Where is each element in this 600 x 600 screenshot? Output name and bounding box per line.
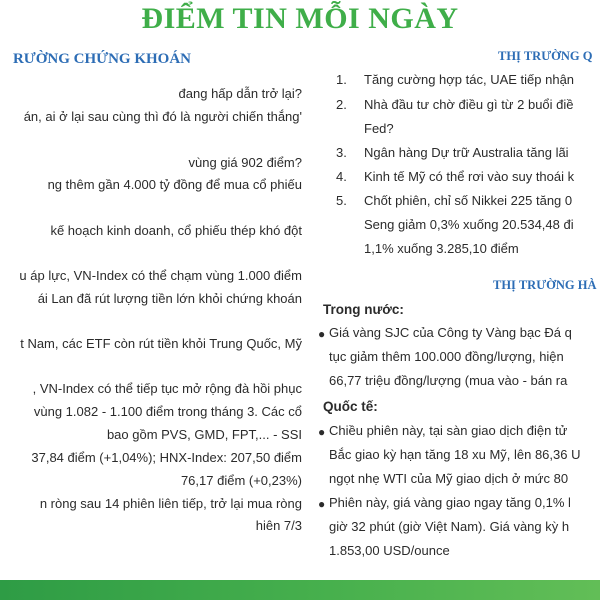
- gold-news-line: Phiên này, giá vàng giao ngay tăng 0,1% l: [329, 495, 571, 510]
- bullet-icon: ●: [318, 497, 326, 511]
- footer-bar: [0, 580, 600, 600]
- gold-news-line: 66,77 triệu đồng/lượng (mua vào - bán ra: [329, 373, 568, 388]
- gold-news-line: Giá vàng SJC của Công ty Vàng bạc Đá q: [329, 325, 572, 340]
- world-news-line: Nhà đầu tư chờ điều gì từ 2 buổi điề: [364, 97, 574, 112]
- stock-news-line: , VN-Index có thể tiếp tục mở rộng đà hồi phục: [32, 381, 302, 396]
- world-news-number: 2.: [336, 97, 347, 112]
- world-news-number: 1.: [336, 72, 347, 87]
- bullet-icon: ●: [318, 425, 326, 439]
- bullet-icon: ●: [318, 327, 326, 341]
- stock-news-line: ng thêm gần 4.000 tỷ đồng để mua cổ phiếu: [47, 177, 302, 192]
- stock-news-line: hiên 7/3: [255, 518, 302, 533]
- world-news-line: Kinh tế Mỹ có thể rơi vào suy thoái k: [364, 169, 575, 184]
- gold-news-line: tục giảm thêm 100.000 đồng/lượng, hiện: [329, 349, 564, 364]
- stock-news-line: bao gồm PVS, GMD, FPT,... - SSI: [106, 427, 302, 442]
- stock-news-line: án, ai ở lại sau cùng thì đó là người chiến thắng': [23, 109, 302, 124]
- stock-news-line: vùng giá 902 điểm?: [188, 155, 302, 170]
- stock-news-line: kế hoạch kinh doanh, cổ phiếu thép khó đột: [50, 223, 302, 238]
- gold-news-line: ngọt nhẹ WTI của Mỹ giao dịch ở mức 80: [329, 471, 569, 486]
- world-market-heading: THỊ TRƯỜNG Q: [498, 49, 593, 63]
- stock-news-line: 76,17 điểm (+0,23%): [180, 473, 302, 488]
- stock-news-line: u áp lực, VN-Index có thể chạm vùng 1.000 điểm: [19, 268, 302, 283]
- stock-market-heading: RƯỜNG CHỨNG KHOÁN: [12, 51, 191, 67]
- stock-news-line: n ròng sau 14 phiên liên tiếp, trở lại mua ròng: [39, 496, 302, 511]
- world-news-line: Chốt phiên, chỉ số Nikkei 225 tăng 0: [364, 193, 573, 208]
- world-news-number: 4.: [336, 169, 347, 184]
- world-news-line: 1,1% xuống 3.285,10 điểm: [364, 241, 519, 256]
- international-subheading: Quốc tế:: [323, 399, 378, 414]
- gold-news-line: Chiều phiên này, tại sàn giao dịch điện tử: [329, 423, 568, 438]
- world-news-line: Tăng cường hợp tác, UAE tiếp nhận: [364, 72, 575, 87]
- world-news-number: 5.: [336, 193, 347, 208]
- page-title: ĐIỂM TIN MỖI NGÀY: [141, 2, 459, 35]
- gold-news-line: giờ 32 phút (giờ Việt Nam). Giá vàng kỳ h: [329, 519, 570, 534]
- gold-market-heading: THỊ TRƯỜNG HÀ: [493, 278, 597, 292]
- world-news-line: Fed?: [364, 121, 394, 136]
- stock-news-line: 37,84 điểm (+1,04%); HNX-Index: 207,50 điểm: [31, 450, 302, 465]
- stock-news-line: ái Lan đã rút lượng tiền lớn khỏi chứng khoán: [37, 291, 302, 306]
- stock-news-line: đang hấp dẫn trở lại?: [178, 86, 302, 101]
- world-news-number: 3.: [336, 145, 347, 160]
- gold-news-line: 1.853,00 USD/ounce: [329, 543, 450, 558]
- stock-news-line: t Nam, các ETF còn rút tiền khỏi Trung Quốc, Mỹ: [20, 336, 302, 351]
- stock-news-line: vùng 1.082 - 1.100 điểm trong tháng 3. Các cổ: [33, 404, 302, 419]
- world-news-line: Seng giảm 0,3% xuống 20.534,48 đi: [364, 217, 574, 232]
- gold-news-line: Bắc giao kỳ hạn tăng 18 xu Mỹ, lên 86,36 U: [329, 447, 581, 462]
- domestic-subheading: Trong nước:: [323, 302, 404, 317]
- world-gold-column: [316, 0, 600, 580]
- world-news-line: Ngân hàng Dự trữ Australia tăng lãi: [364, 145, 569, 160]
